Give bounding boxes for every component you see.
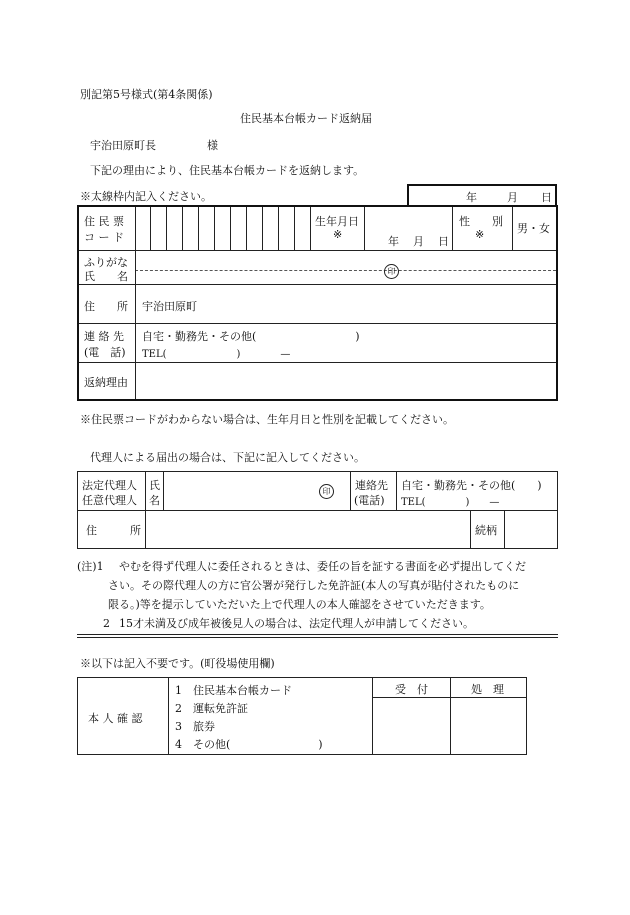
agent-contact-label-1: 連絡先 — [355, 479, 388, 492]
name-field[interactable] — [136, 271, 556, 284]
gender-label: 性 別 — [459, 215, 503, 228]
document-title: 住民基本台帳カード返納届 — [240, 112, 372, 125]
office-use-table — [77, 677, 527, 755]
note-1-line-1: やむを得ず代理人に委任されるときは、委任の旨を証する書面を必ず提出してくだ — [119, 560, 526, 573]
agent-contact-label-2: (電話) — [354, 494, 385, 507]
birth-label: 生年月日 — [315, 215, 359, 228]
birth-date-field[interactable] — [364, 207, 452, 250]
id-option-3: 3 旅券 — [175, 720, 215, 733]
honorific: 様 — [207, 139, 218, 152]
reason-field[interactable] — [136, 363, 556, 399]
date-box[interactable] — [407, 184, 557, 206]
seal-mark: 印 — [384, 264, 399, 279]
agent-type-voluntary[interactable]: 任意代理人 — [82, 494, 137, 507]
note-1-line-3: 限る。)等を提示していただいた上で代理人の本人確認をさせていただきます。 — [108, 598, 491, 611]
tel-field[interactable]: TEL( ) — — [142, 349, 291, 360]
addressee: 宇治田原町長 — [90, 139, 156, 152]
agent-name-label-2: 名 — [149, 494, 160, 507]
name-label: 氏 名 — [84, 270, 128, 283]
date-year: 年 — [466, 191, 477, 204]
date-month: 月 — [507, 191, 518, 204]
code-label-1: 住 民 票 — [84, 215, 124, 228]
date-day: 日 — [541, 191, 552, 204]
gender-options[interactable]: 男・女 — [517, 222, 550, 235]
relation-field[interactable] — [505, 511, 557, 548]
agent-tel-field[interactable]: TEL( ) — — [401, 497, 500, 508]
contact-type-field[interactable]: 自宅・勤務先・その他( ) — [142, 330, 360, 343]
note-1-line-2: さい。その際代理人の方に官公署が発行した免許証(本人の写真が貼付されたものに — [108, 579, 520, 592]
id-option-2: 2 運転免許証 — [175, 702, 248, 715]
id-option-1: 1 住民基本台帳カード — [175, 684, 292, 697]
contact-label-2: (電 話) — [84, 346, 126, 359]
received-label: 受 付 — [395, 683, 428, 696]
relation-label: 続柄 — [475, 524, 497, 537]
note-2-text: 15才未満及び成年被後見人の場合は、法定代理人が申請してください。 — [119, 617, 474, 630]
separator-line — [77, 634, 558, 635]
address-label: 住 所 — [84, 300, 128, 313]
resident-code-field[interactable] — [135, 207, 311, 250]
agent-seal-mark: 印 — [319, 484, 334, 499]
note-2-number: 2 — [103, 617, 110, 630]
code-note: ※住民票コードがわからない場合は、生年月日と性別を記載してください。 — [80, 413, 454, 426]
office-use-note: ※以下は記入不要です。(町役場使用欄) — [80, 657, 275, 670]
birth-mark: ※ — [333, 228, 343, 241]
intro-text: 下記の理由により、住民基本台帳カードを返納します。 — [90, 164, 365, 177]
birth-year: 年 — [388, 235, 399, 248]
agent-address-field[interactable] — [146, 511, 470, 548]
agent-form — [77, 471, 558, 549]
gender-mark: ※ — [475, 228, 485, 241]
reason-label: 返納理由 — [84, 376, 128, 389]
birth-month: 月 — [413, 235, 424, 248]
note-prefix: (注)1 — [77, 560, 104, 573]
furigana-field[interactable] — [136, 251, 556, 270]
furigana-label: ふりがな — [84, 256, 128, 269]
code-label-2: コ ー ド — [84, 231, 124, 244]
agent-type-legal[interactable]: 法定代理人 — [82, 479, 137, 492]
agent-intro: 代理人による届出の場合は、下記に記入してください。 — [90, 451, 365, 464]
agent-name-label-1: 氏 — [149, 479, 160, 492]
bold-frame-note: ※太線枠内記入ください。 — [80, 190, 212, 203]
id-option-4: 4 その他( ) — [175, 738, 323, 751]
separator-line — [77, 637, 558, 638]
agent-contact-type-field[interactable]: 自宅・勤務先・その他( ) — [401, 479, 542, 492]
identity-check-label: 本 人 確 認 — [88, 712, 143, 725]
contact-label-1: 連 絡 先 — [84, 330, 124, 343]
main-form — [77, 205, 558, 401]
form-reference: 別記第5号様式(第4条関係) — [80, 88, 213, 101]
agent-address-label: 住 所 — [86, 524, 141, 537]
processed-label: 処 理 — [471, 683, 504, 696]
address-field[interactable]: 宇治田原町 — [142, 300, 197, 313]
birth-day: 日 — [438, 235, 449, 248]
